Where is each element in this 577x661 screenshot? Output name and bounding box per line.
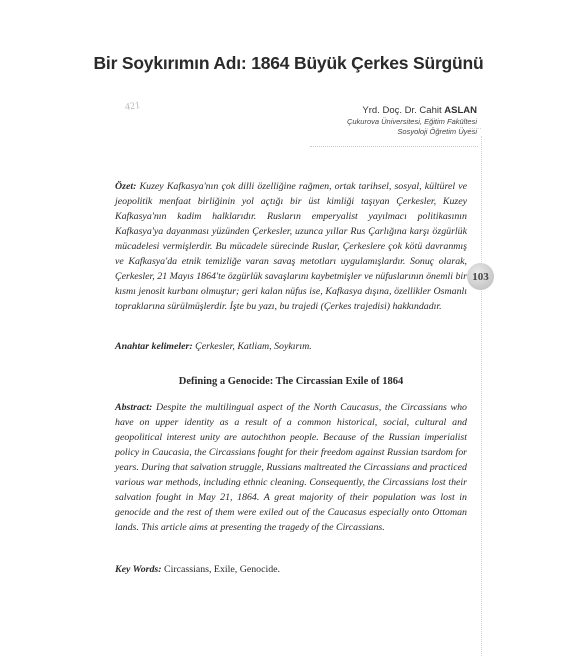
turkish-abstract: [115, 179, 467, 314]
ozet-label: Özet:: [115, 181, 137, 192]
page-number-badge: 103: [467, 263, 494, 290]
author-affiliation-university: Çukurova Üniversitesi, Eğitim Fakültesi: [346, 117, 477, 126]
margin-rule: [481, 136, 482, 656]
turkish-keywords: [115, 339, 467, 354]
key-words-text: Circassians, Exile, Genocide.: [164, 564, 281, 575]
abstract-label: Abstract:: [115, 402, 153, 413]
author-affiliation-position: Sosyoloji Öğretim Üyesi: [397, 127, 477, 136]
english-title: Defining a Genocide: The Circassian Exile of 1864: [178, 376, 404, 387]
author-name: [347, 104, 477, 117]
anahtar-label: Anahtar kelimeler:: [115, 341, 193, 352]
abstract-text: Despite the multilingual aspect of the North Caucasus, the Circassians who have on upper identity as a result of a common historical, social, cultural and geopolitical interest unity are autochthon people. Because of the Russian imperialist policy in Caucasia, the Circassians fought for their freedom against Russian tsardom for years. During that salvation struggle, Russians maltreated the Circassians and practiced various war methods, including ethnic cleaning. Consequently, the Circassians lost their salvation fought in May 21, 1864. A great majority of their population was lost in genocide and the rest of them were exiled out of the Caucasus especially onto Ottoman lands. This article aims at presenting the tragedy of the Circassians.: [115, 402, 467, 533]
author-title: Yrd. Doç. Dr. Cahit: [362, 105, 442, 116]
ozet-text: Kuzey Kafkasya'nın çok dilli özelliğine rağmen, ortak tarihsel, sosyal, kültürel ve jeopolitik menfaat birliğinin yol açtığı bir üst kimliği taşıyan Çerkesler, Kuzey Kafkasya'nın kadim halklarıdır. Rusların emperyalist yayılmacı politikasının Kafkasya'ya dayanması yüzünden Çerkesler, uzunca yıllar Rus Çarlığına karşı özgürlük mücadelesi vermişlerdir. Bu mücadele sürecinde Ruslar, Çerkeslere çok kötü davranmış ve Kafkasya'da etnik temizliğe varan savaş metotları uygulamışlardır. Sonuç olarak, Çerkesler, 21 Mayıs 1864'te özgürlük savaşlarını kaybetmişler ve nüfuslarının önemli bir kısmı jenosit kurbanı olmuştur; geri kalan nüfus ise, Kafkasya dışına, özellikler Osmanlı topraklarına sürülmüşlerdir. İşte bu yazı, bu trajedi (Çerkes trajedisi) hakkındadır.: [115, 181, 468, 312]
margin-corner: [470, 128, 481, 137]
handwritten-mark: 421: [124, 100, 141, 113]
english-keywords: [115, 562, 467, 577]
anahtar-text: Çerkesler, Katliam, Soykırım.: [195, 341, 312, 352]
author-surname: ASLAN: [444, 105, 477, 116]
author-block: [347, 104, 477, 137]
article-title: Bir Soykırımın Adı: 1864 Büyük Çerkes Sürgünü: [93, 53, 484, 73]
english-abstract: [115, 400, 467, 535]
key-words-label: Key Words:: [115, 564, 162, 575]
header-divider: [310, 146, 478, 147]
